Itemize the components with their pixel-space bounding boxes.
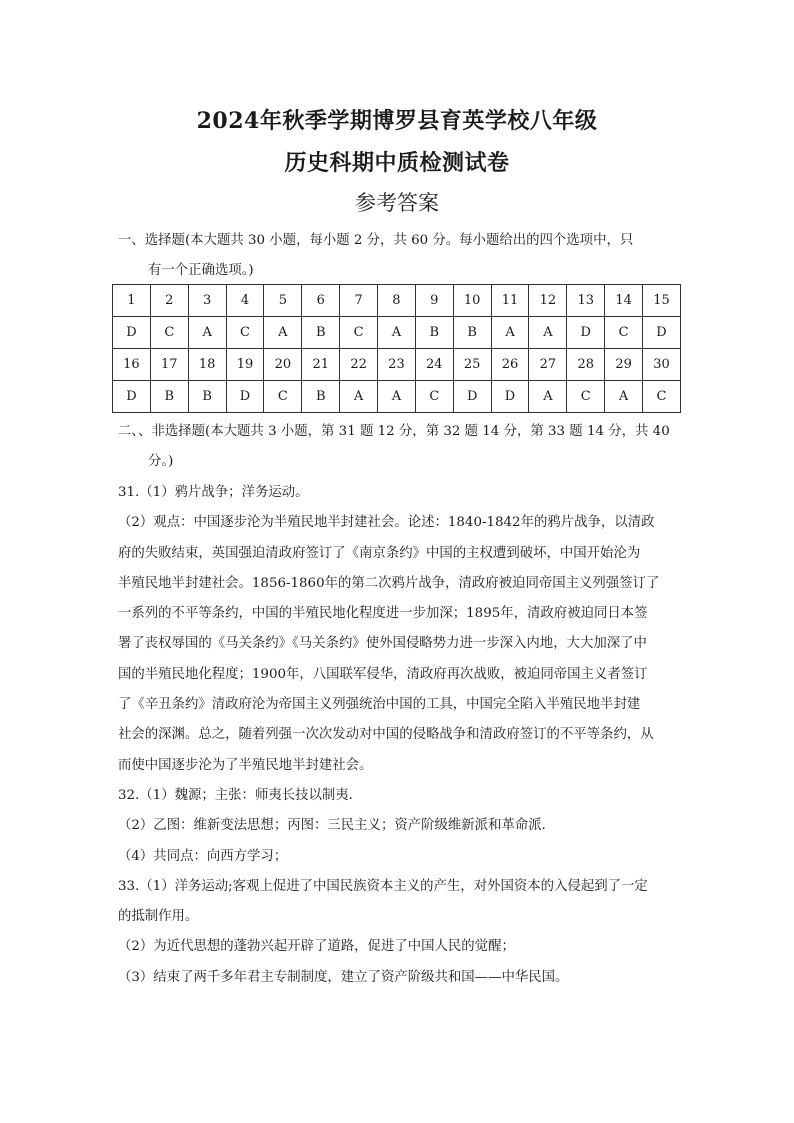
answer-cell: D [113,317,151,349]
answer-cell: A [605,381,643,413]
question-number-cell: 19 [226,349,264,381]
answer-line: 了《辛丑条约》清政府沦为帝国主义列强统治中国的工具，中国完全陷入半殖民地半封建 [118,697,641,713]
answer-line: （4）共同点：向西方学习； [118,848,288,864]
essay-answers [118,478,682,993]
answer-cell: D [113,381,151,413]
exam-title-line1: 2024年秋季学期博罗县育英学校八年级 [196,108,598,134]
table-row-answers-2 [113,381,681,413]
answer-cell: A [529,381,567,413]
answer-cell: A [378,317,416,349]
question-number-cell: 15 [643,285,681,317]
answer-cell: A [340,381,378,413]
answer-key-subtitle: 参考答案 [355,191,439,215]
question-number-cell: 8 [378,285,416,317]
question-number-cell: 9 [415,285,453,317]
question-number-cell: 17 [150,349,188,381]
question-number-cell: 27 [529,349,567,381]
question-number-cell: 11 [491,285,529,317]
question-number-cell: 10 [453,285,491,317]
section1-heading-text: 一、选择题(本大题共 30 小题，每小题 2 分，共 60 分。每小题给出的四个选项中，只 [118,233,634,248]
answer-line: 府的失败结束，英国强迫清政府签订了《南京条约》中国的主权遭到破坏，中国开始沦为 [118,545,641,561]
answer-line: 署了丧权辱国的《马关条约》《马关条约》使外国侵略势力进一步深入内地，大大加深了中 [118,636,647,652]
section2-heading-text: 二、、非选择题(本大题共 3 小题，第 31 题 12 分，第 32 题 14 分，第 33 题 14 分，共 40 [118,424,670,439]
answer-line: （2）乙图：维新变法思想；丙图：三民主义；资产阶级维新派和革命派． [118,818,556,834]
answer-cell: C [150,317,188,349]
table-row-numbers-2 [113,349,681,381]
question-number-cell: 5 [264,285,302,317]
question-number-cell: 6 [302,285,340,317]
answer-line: 一系列的不平等条约，中国的半殖民地化程度进一步加深；1895年，清政府被迫同日本签 [118,606,648,622]
answer-cell: C [264,381,302,413]
answer-cell: D [453,381,491,413]
question-number-cell: 22 [340,349,378,381]
answer-line: 国的半殖民地化程度；1900年，八国联军侵华，清政府再次战败，被迫同帝国主义者签订 [118,666,648,682]
question-number-cell: 14 [605,285,643,317]
question-number-cell: 23 [378,349,416,381]
answer-line: 的抵制作用。 [118,909,199,925]
question-number-cell: 29 [605,349,643,381]
question-number-cell: 24 [415,349,453,381]
answer-cell: C [226,317,264,349]
answer-cell: D [226,381,264,413]
answer-cell: B [453,317,491,349]
answer-cell: A [491,317,529,349]
question-number-cell: 28 [567,349,605,381]
answer-line: （2）观点：中国逐步沦为半殖民地半封建社会。论述：1840-1842年的鸦片战争，以清政 [118,515,655,531]
answer-line: 而使中国逐步沦为了半殖民地半封建社会。 [118,757,373,773]
answer-cell: C [605,317,643,349]
answer-cell: B [302,381,340,413]
answer-line: 半殖民地半封建社会。1856-1860年的第二次鸦片战争，清政府被迫同帝国主义列强签订了 [118,575,660,591]
answer-cell: B [188,381,226,413]
question-number-cell: 13 [567,285,605,317]
answer-line: （3）结束了两千多年君主专制制度，建立了资产阶级共和国——中华民国。 [118,969,569,985]
question-number-cell: 1 [113,285,151,317]
answer-cell: A [529,317,567,349]
question-number-cell: 25 [453,349,491,381]
question-number-cell: 4 [226,285,264,317]
table-row-numbers-1 [113,285,681,317]
question-number-cell: 2 [150,285,188,317]
answer-cell: B [302,317,340,349]
choice-answer-table [112,284,681,413]
question-number-cell: 3 [188,285,226,317]
section2-heading [118,417,680,477]
answer-cell: D [491,381,529,413]
answer-line: 31.（1）鸦片战争；洋务运动。 [118,485,309,500]
answer-cell: D [643,317,681,349]
question-number-cell: 18 [188,349,226,381]
question-number-cell: 16 [113,349,151,381]
answer-cell: A [264,317,302,349]
answer-cell: C [415,381,453,413]
question-number-cell: 30 [643,349,681,381]
question-number-cell: 20 [264,349,302,381]
question-number-cell: 12 [529,285,567,317]
answer-line: 社会的深渊。总之，随着列强一次次发动对中国的侵略战争和清政府签订的不平等条约，从 [118,727,654,743]
answer-line: 32.（1）魏源；主张：师夷长技以制夷． [118,787,363,803]
section2-heading-cont: 分。) [148,454,174,469]
answer-cell: A [188,317,226,349]
section1-heading-cont: 有一个正确选项。) [148,263,254,278]
answer-cell: A [378,381,416,413]
section1-heading [118,226,680,286]
answer-cell: C [567,381,605,413]
answer-cell: B [150,381,188,413]
answer-cell: D [567,317,605,349]
answer-line: （2）为近代思想的蓬勃兴起开辟了道路，促进了中国人民的觉醒； [118,939,515,955]
exam-title-line2: 历史科期中质检测试卷 [284,150,510,176]
question-number-cell: 26 [491,349,529,381]
question-number-cell: 21 [302,349,340,381]
answer-cell: B [415,317,453,349]
table-row-answers-1 [113,317,681,349]
answer-cell: C [643,381,681,413]
answer-cell: C [340,317,378,349]
question-number-cell: 7 [340,285,378,317]
answer-line: 33.（1）洋务运动;客观上促进了中国民族资本主义的产生，对外国资本的入侵起到了一定 [118,878,648,894]
